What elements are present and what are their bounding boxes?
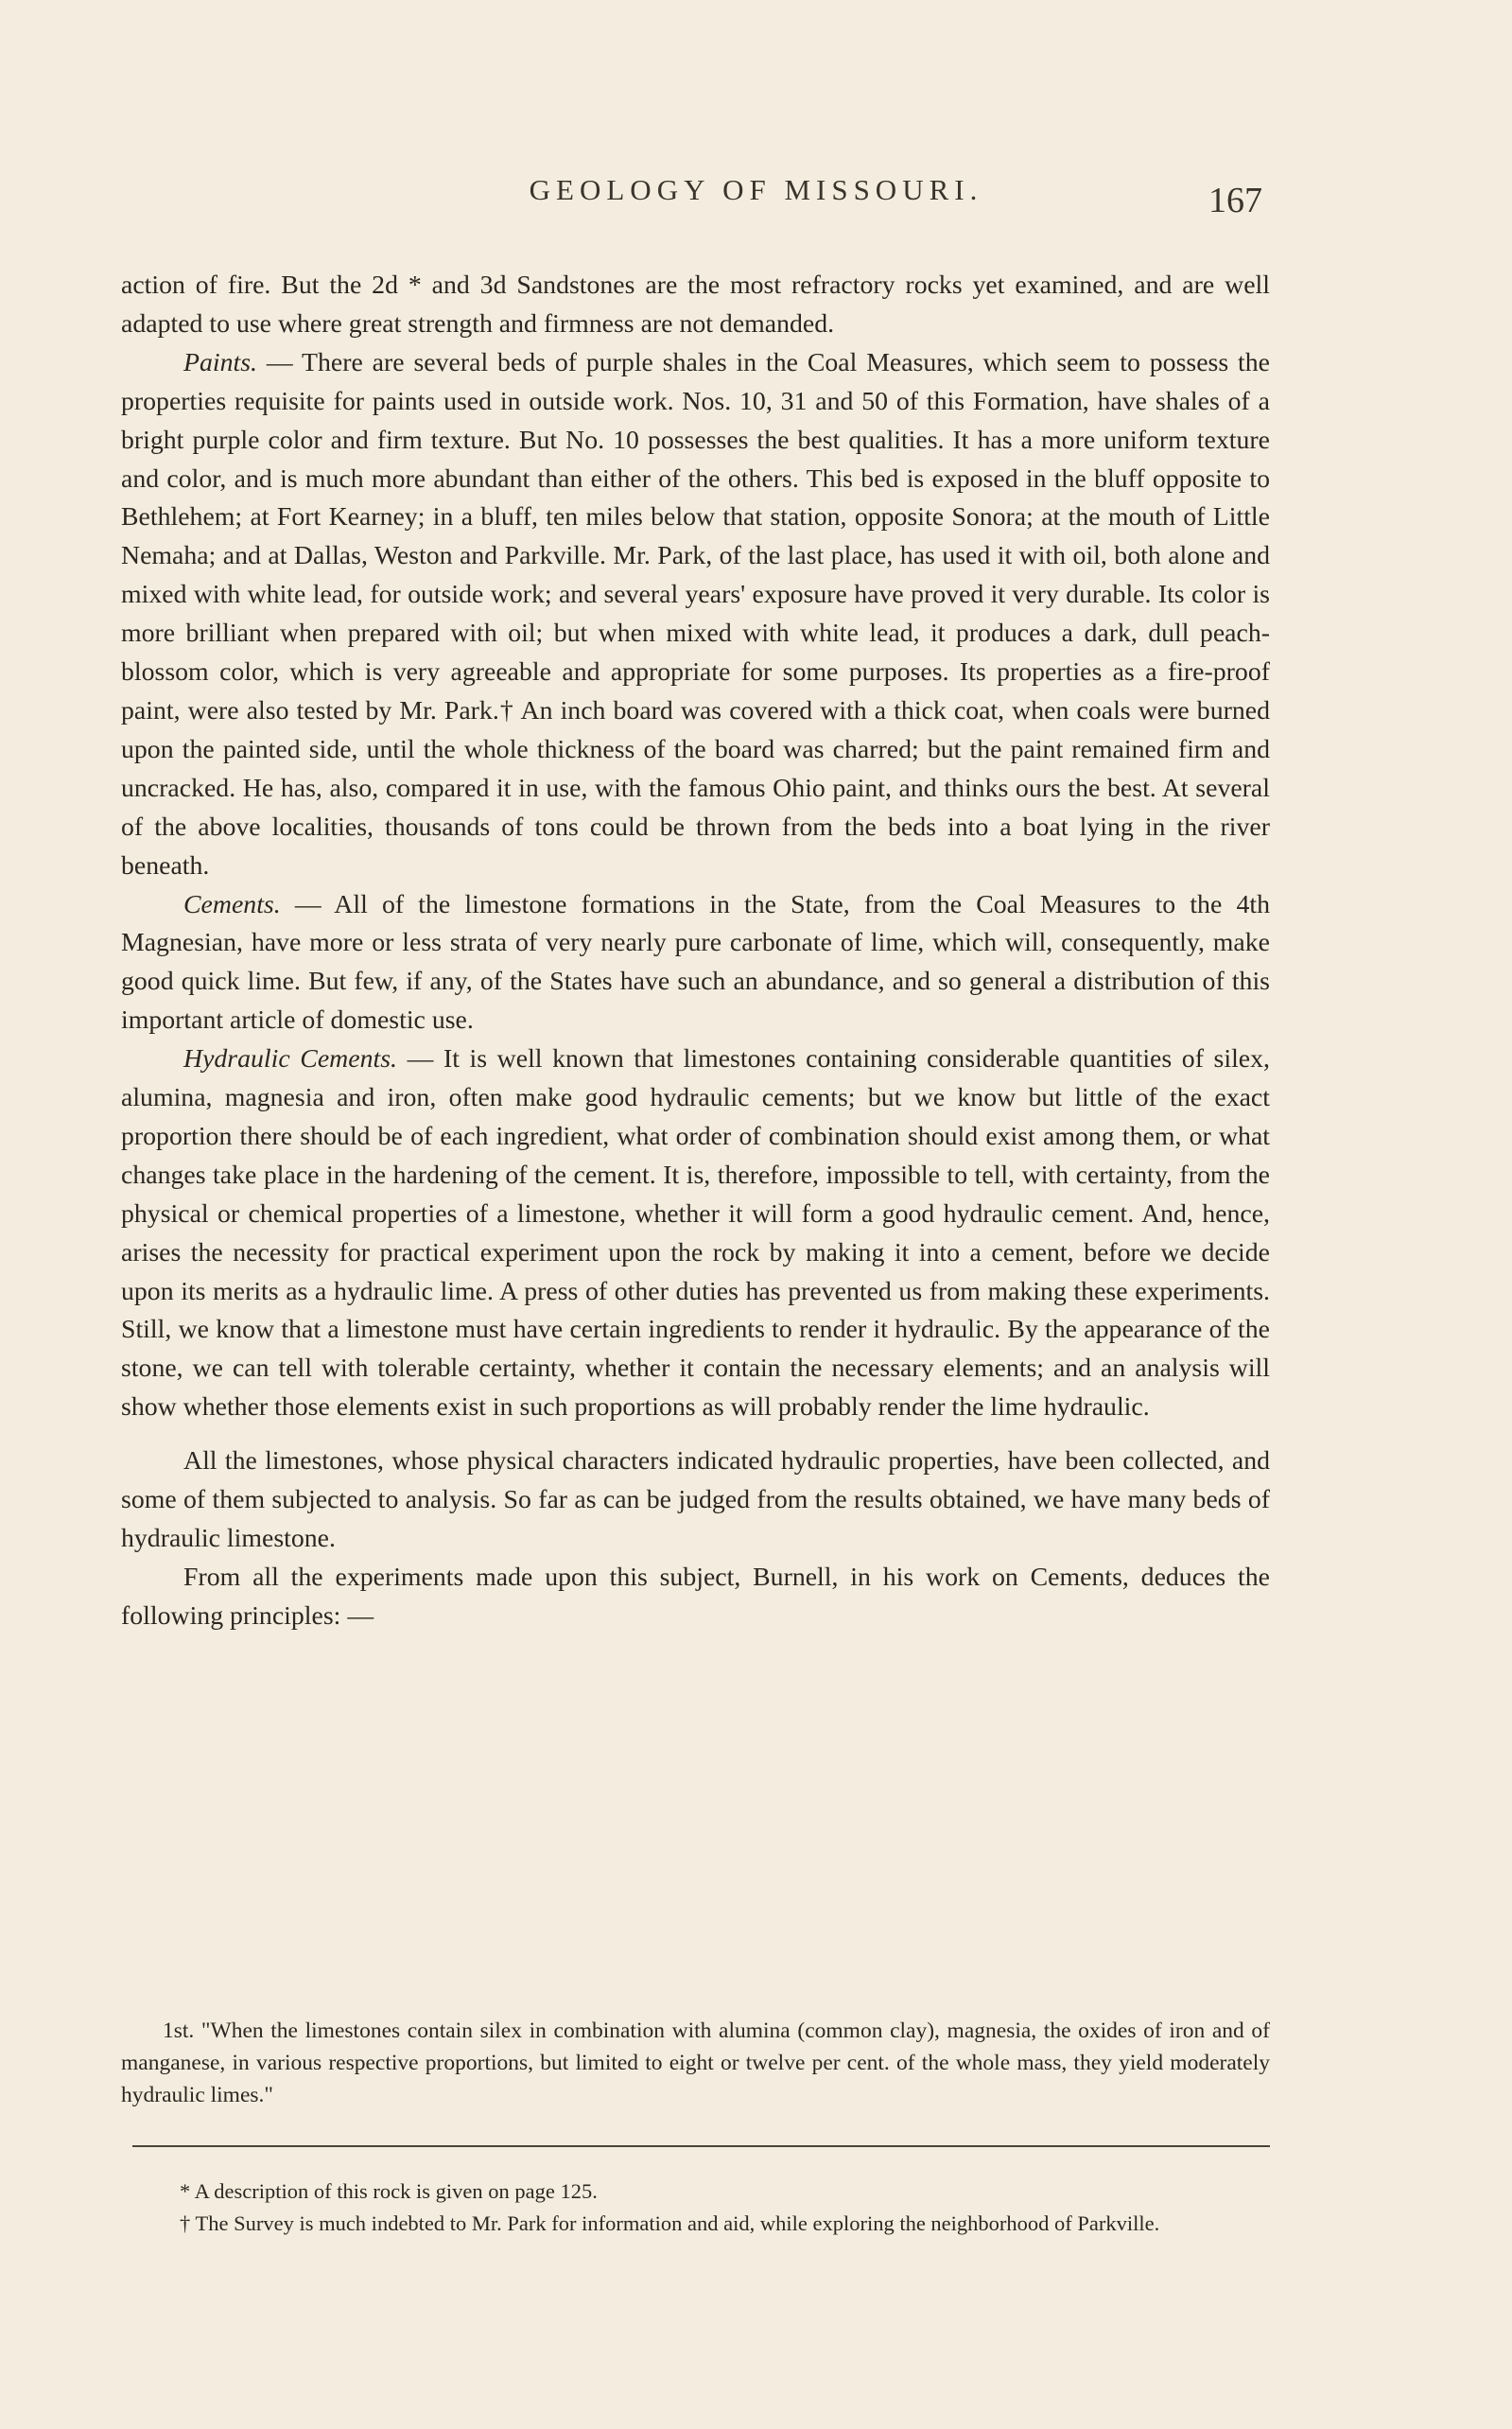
paragraph-limestones: All the limestones, whose physical characters indicated hydraulic properties, have been collected, and some of them subjected to analysis. So far as can be judged from the results obtained, we have many beds of hydraulic limestone. bbox=[121, 1446, 1270, 1553]
paragraph-hydraulic-cements bbox=[121, 1040, 1270, 1427]
paragraph-continuation: action of fire. But the 2d * and 3d Sandstones are the most refractory rocks yet examined, and are well adapted to use where great strength and firmness are not demanded. bbox=[121, 271, 1270, 339]
body-text bbox=[121, 267, 1270, 1636]
paragraph-cements bbox=[121, 886, 1270, 1041]
hydraulic-cements-text: — It is well known that limestones containing considerable quantities of silex, alumina, magnesia and iron, often make good hydraulic cements; but we know but little of the exact proportion there should be of each ingredient, what order of combination should exist among them, or what changes take place in the hardening of the cement. It is, therefore, impossible to tell, with certainty, from the physical or chemical properties of a limestone, whether it will form a good hydraulic cement. And, hence, arises the necessity for practical experiment upon the rock by making it into a cement, before we decide upon its merits as a hydraulic lime. A press of other duties has prevented us from making these experiments. Still, we know that a limestone must have certain ingredients to render it hydraulic. By the appearance of the stone, we can tell with tolerable certainty, whether it contain the necessary elements; and an analysis will show whether those elements exist in such proportions as will probably render the lime hydraulic. bbox=[121, 1044, 1270, 1423]
running-head: GEOLOGY OF MISSOURI. bbox=[529, 173, 983, 206]
footnote-dagger: † The Survey is much indebted to Mr. Park for information and aid, while exploring the neighborhood of Parkville. bbox=[180, 2211, 1160, 2235]
page-number: 167 bbox=[1208, 181, 1262, 220]
paragraph-paints bbox=[121, 344, 1270, 886]
paints-text: — There are several beds of purple shales in the Coal Measures, which seem to possess the properties requisite for paints used in outside work. Nos. 10, 31 and 50 of this Formation, have shales of a bright purple color and firm texture. But No. 10 possesses the best qualities. It has a more uniform texture and color, and is much more abundant than either of the others. This bed is exposed in the bluff opposite to Bethlehem; at Fort Kearney; in a bluff, ten miles below that station, opposite Sonora; at the mouth of Little Nemaha; and at Dallas, Weston and Parkville. Mr. Park, of the last place, has used it with oil, both alone and mixed with white lead, for outside work; and several years' exposure have proved it very durable. Its color is more brilliant when prepared with oil; but when mixed with white lead, it produces a dark, dull peach-blossom color, which is very agreeable and appropriate for some purposes. Its properties as a fire-proof paint, were also tested by Mr. Park.† An inch board was covered with a thick coat, when coals were burned upon the painted side, until the whole thickness of the board was charred; but the paint remained firm and uncracked. He has, also, compared it in use, with the famous Ohio paint, and thinks ours the best. At several of the above localities, thousands of tons could be thrown from the beds into a boat lying in the river beneath. bbox=[121, 347, 1270, 881]
footnote-rule bbox=[132, 2145, 1270, 2147]
footnote-asterisk: * A description of this rock is given on page 125. bbox=[180, 2179, 598, 2203]
cements-text: — All of the limestone formations in the State, from the Coal Measures to the 4th Magnesian, have more or less strata of very nearly pure carbonate of lime, which will, consequently, make good quick lime. But few, if any, of the States have such an abundance, and so general a distribution of this important article of domestic use. bbox=[121, 889, 1270, 1036]
block-quote: 1st. "When the limestones contain silex in combination with alumina (common clay), magnesia, the oxides of iron and of manganese, in various respective proportions, but limited to eight or twelve per cent. of the whole mass, they yield moderately hydraulic limes." bbox=[121, 2018, 1270, 2107]
footnotes bbox=[121, 2176, 1270, 2240]
paints-heading: Paints. bbox=[183, 347, 257, 377]
paragraph-burnell: From all the experiments made upon this subject, Burnell, in his work on Cements, deduces the following principles: — bbox=[121, 1562, 1270, 1631]
cements-heading: Cements. bbox=[183, 889, 281, 919]
hydraulic-cements-heading: Hydraulic Cements. bbox=[183, 1044, 397, 1075]
